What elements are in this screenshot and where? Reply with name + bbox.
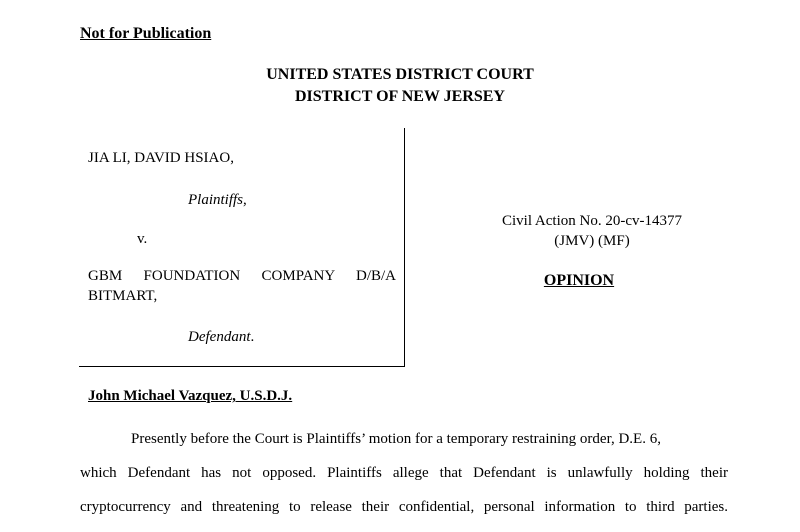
defendant-label-suffix: . — [250, 329, 255, 345]
plaintiffs-names: JIA LI, DAVID HSIAO, — [88, 150, 234, 166]
judge-name: John Michael Vazquez, U.S.D.J. — [88, 388, 293, 404]
paragraph-line-1: Presently before the Court is Plaintiffs’ motion for a temporary restraining order, D.E. 6, — [131, 431, 661, 447]
plaintiffs-label — [188, 192, 247, 209]
defendant-name-line-1: GBM FOUNDATION COMPANY D/B/A — [88, 268, 396, 284]
plaintiffs-label-suffix: , — [243, 192, 247, 208]
paragraph-line-2: which Defendant has not opposed. Plaintiffs allege that Defendant is unlawfully holding their — [80, 465, 728, 481]
document-type-heading: OPINION — [543, 272, 615, 289]
defendant-name-line-2: BITMART, — [88, 288, 158, 304]
defendant-label-text: Defendant — [188, 329, 251, 345]
civil-action-judges: (JMV) (MF) — [554, 233, 630, 249]
versus: v. — [137, 231, 148, 247]
paragraph-line-3: cryptocurrency and threatening to release their confidential, personal information to third parties. — [80, 499, 728, 515]
plaintiffs-label-text: Plaintiffs — [188, 192, 244, 208]
court-name: UNITED STATES DISTRICT COURT — [266, 66, 534, 83]
court-district: DISTRICT OF NEW JERSEY — [295, 88, 505, 105]
publication-note: Not for Publication — [80, 25, 212, 42]
civil-action-number: Civil Action No. 20-cv-14377 — [502, 213, 682, 229]
defendant-label — [188, 329, 254, 346]
